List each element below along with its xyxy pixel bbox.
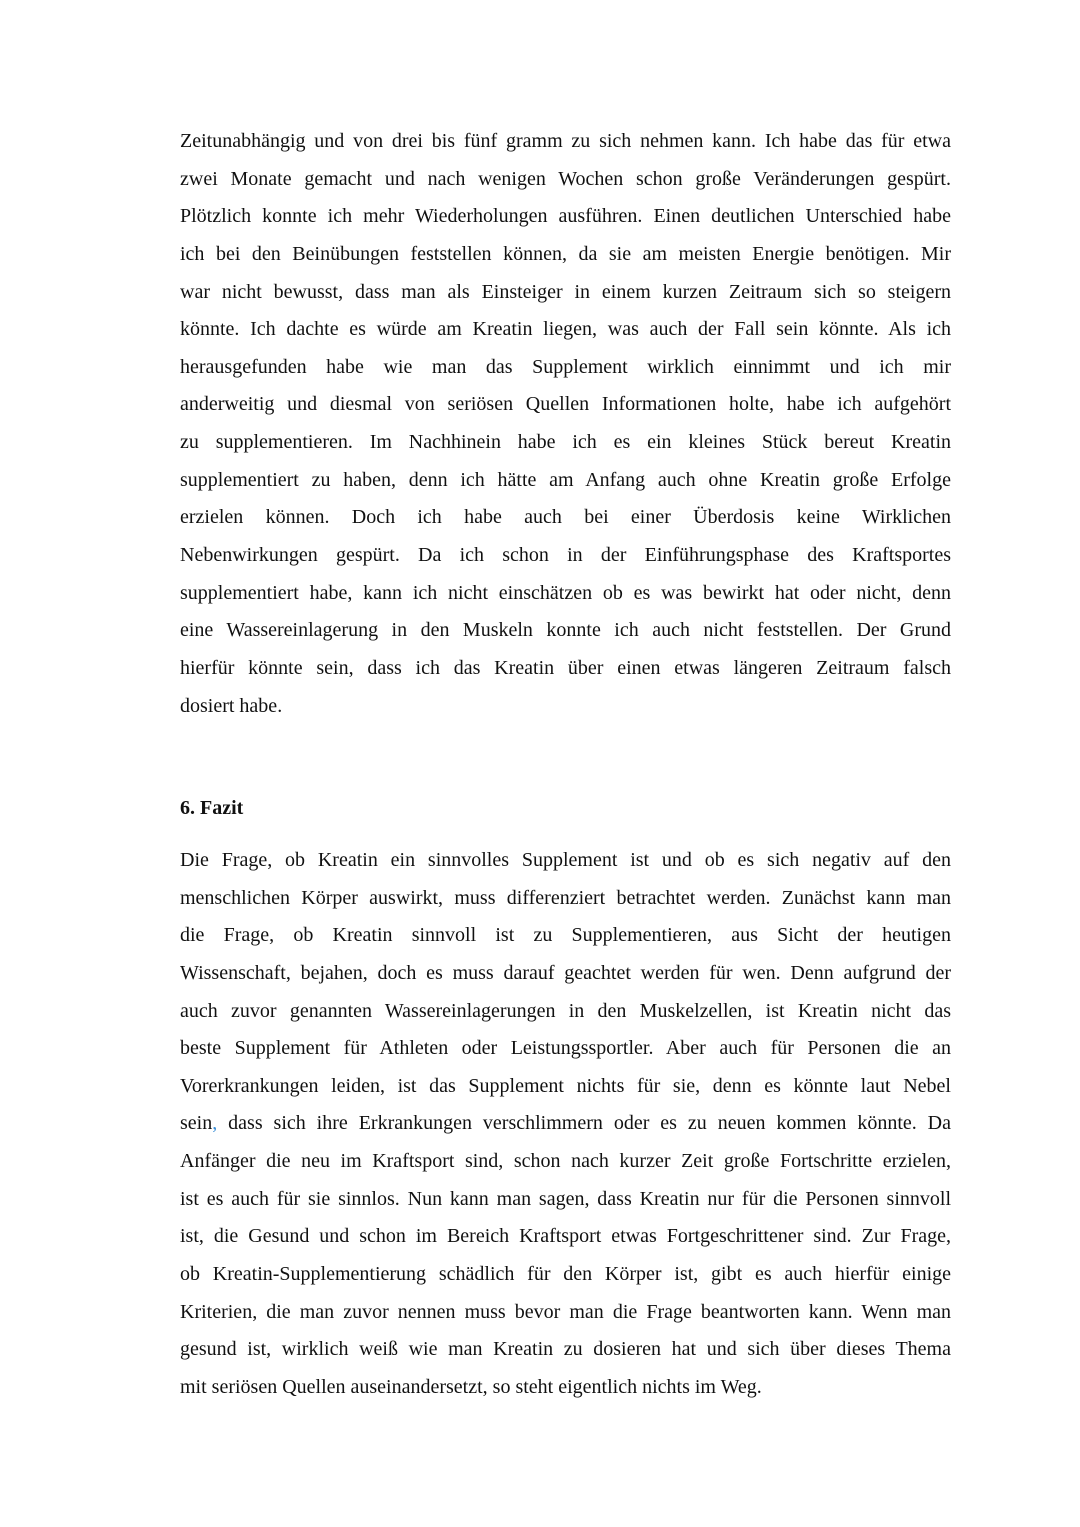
- text-line: könnte. Ich dachte es würde am Kreatin liegen, was auch der Fall sein könnte. Als ich: [180, 318, 951, 341]
- text-line: Zeitunabhängig und von drei bis fünf gramm zu sich nehmen kann. Ich habe das für etwa: [180, 130, 951, 152]
- text-line: eine Wassereinlagerung in den Muskeln konnte ich auch nicht feststellen. Der Grund: [180, 619, 951, 642]
- text-line: Kriterien, die man zuvor nennen muss bevor man die Frage beantworten kann. Wenn man: [180, 1300, 951, 1323]
- paragraph-erfahrung: [180, 123, 951, 725]
- text-line: war nicht bewusst, dass man als Einsteiger in einem kurzen Zeitraum sich so steigern: [180, 280, 951, 303]
- text-line: beste Supplement für Athleten oder Leistungssportler. Aber auch für Personen die an: [180, 1037, 951, 1060]
- text-line: supplementiert zu haben, denn ich hätte am Anfang auch ohne Kreatin große Erfolge: [180, 468, 951, 491]
- text-line: Wissenschaft, bejahen, doch es muss darauf geachtet werden für wen. Denn aufgrund der: [180, 961, 951, 984]
- text-line: ist, die Gesund und schon im Bereich Kraftsport etwas Fortgeschrittener sind. Zur Frage,: [180, 1225, 951, 1248]
- text-line: herausgefunden habe wie man das Supplement wirklich einnimmt und ich mir: [180, 355, 951, 378]
- text-line: Anfänger die neu im Kraftsport sind, schon nach kurzer Zeit große Fortschritte erzielen,: [180, 1150, 951, 1173]
- text-line: Vorerkrankungen leiden, ist das Supplement nichts für sie, denn es könnte laut Nebel: [180, 1074, 951, 1097]
- text-line: zwei Monate gemacht und nach wenigen Wochen schon große Veränderungen gespürt.: [180, 167, 951, 190]
- text-line: auch zuvor genannten Wassereinlagerungen in den Muskelzellen, ist Kreatin nicht das: [180, 999, 951, 1022]
- text-line: hierfür könnte sein, dass ich das Kreatin über einen etwas längeren Zeitraum falsch: [180, 656, 951, 679]
- text-line: ob Kreatin-Supplementierung schädlich für den Körper ist, gibt es auch hierfür einige: [180, 1263, 951, 1286]
- paragraph-fazit: [180, 842, 951, 1407]
- text-line: dosiert habe.: [180, 694, 283, 717]
- text-line: anderweitig und diesmal von seriösen Quellen Informationen holte, habe ich aufgehört: [180, 393, 951, 416]
- text-line: [180, 1105, 951, 1143]
- text-line: die Frage, ob Kreatin sinnvoll ist zu Supplementieren, aus Sicht der heutigen: [180, 924, 951, 947]
- text-line: erzielen können. Doch ich habe auch bei einer Überdosis keine Wirklichen: [180, 506, 951, 529]
- text-line: zu supplementieren. Im Nachhinein habe ich es ein kleines Stück bereut Kreatin: [180, 431, 951, 454]
- section-heading-fazit: 6. Fazit: [180, 797, 244, 819]
- text-line: gesund ist, wirklich weiß wie man Kreatin zu dosieren hat und sich über dieses Thema: [180, 1338, 951, 1361]
- text-line: Nebenwirkungen gespürt. Da ich schon in der Einführungsphase des Kraftsportes: [180, 544, 951, 567]
- highlighted-comma: ,: [212, 1112, 218, 1135]
- text-line: supplementiert habe, kann ich nicht einschätzen ob es was bewirkt hat oder nicht, denn: [180, 581, 951, 604]
- text-line: ich bei den Beinübungen feststellen können, da sie am meisten Energie benötigen. Mir: [180, 242, 951, 265]
- text-segment: sein: [180, 1112, 213, 1135]
- text-line: Plötzlich konnte ich mehr Wiederholungen ausführen. Einen deutlichen Unterschied habe: [180, 205, 951, 228]
- text-line: menschlichen Körper auswirkt, muss differenziert betrachtet werden. Zunächst kann man: [180, 886, 951, 909]
- text-line: mit seriösen Quellen auseinandersetzt, so steht eigentlich nichts im Weg.: [180, 1375, 762, 1398]
- text-line: ist es auch für sie sinnlos. Nun kann man sagen, dass Kreatin nur für die Personen sinnvoll: [180, 1187, 951, 1210]
- text-line: Die Frage, ob Kreatin ein sinnvolles Supplement ist und ob es sich negativ auf den: [180, 849, 951, 871]
- text-segment: dass sich ihre Erkrankungen verschlimmern oder es zu neuen kommen könnte. Da: [217, 1112, 951, 1135]
